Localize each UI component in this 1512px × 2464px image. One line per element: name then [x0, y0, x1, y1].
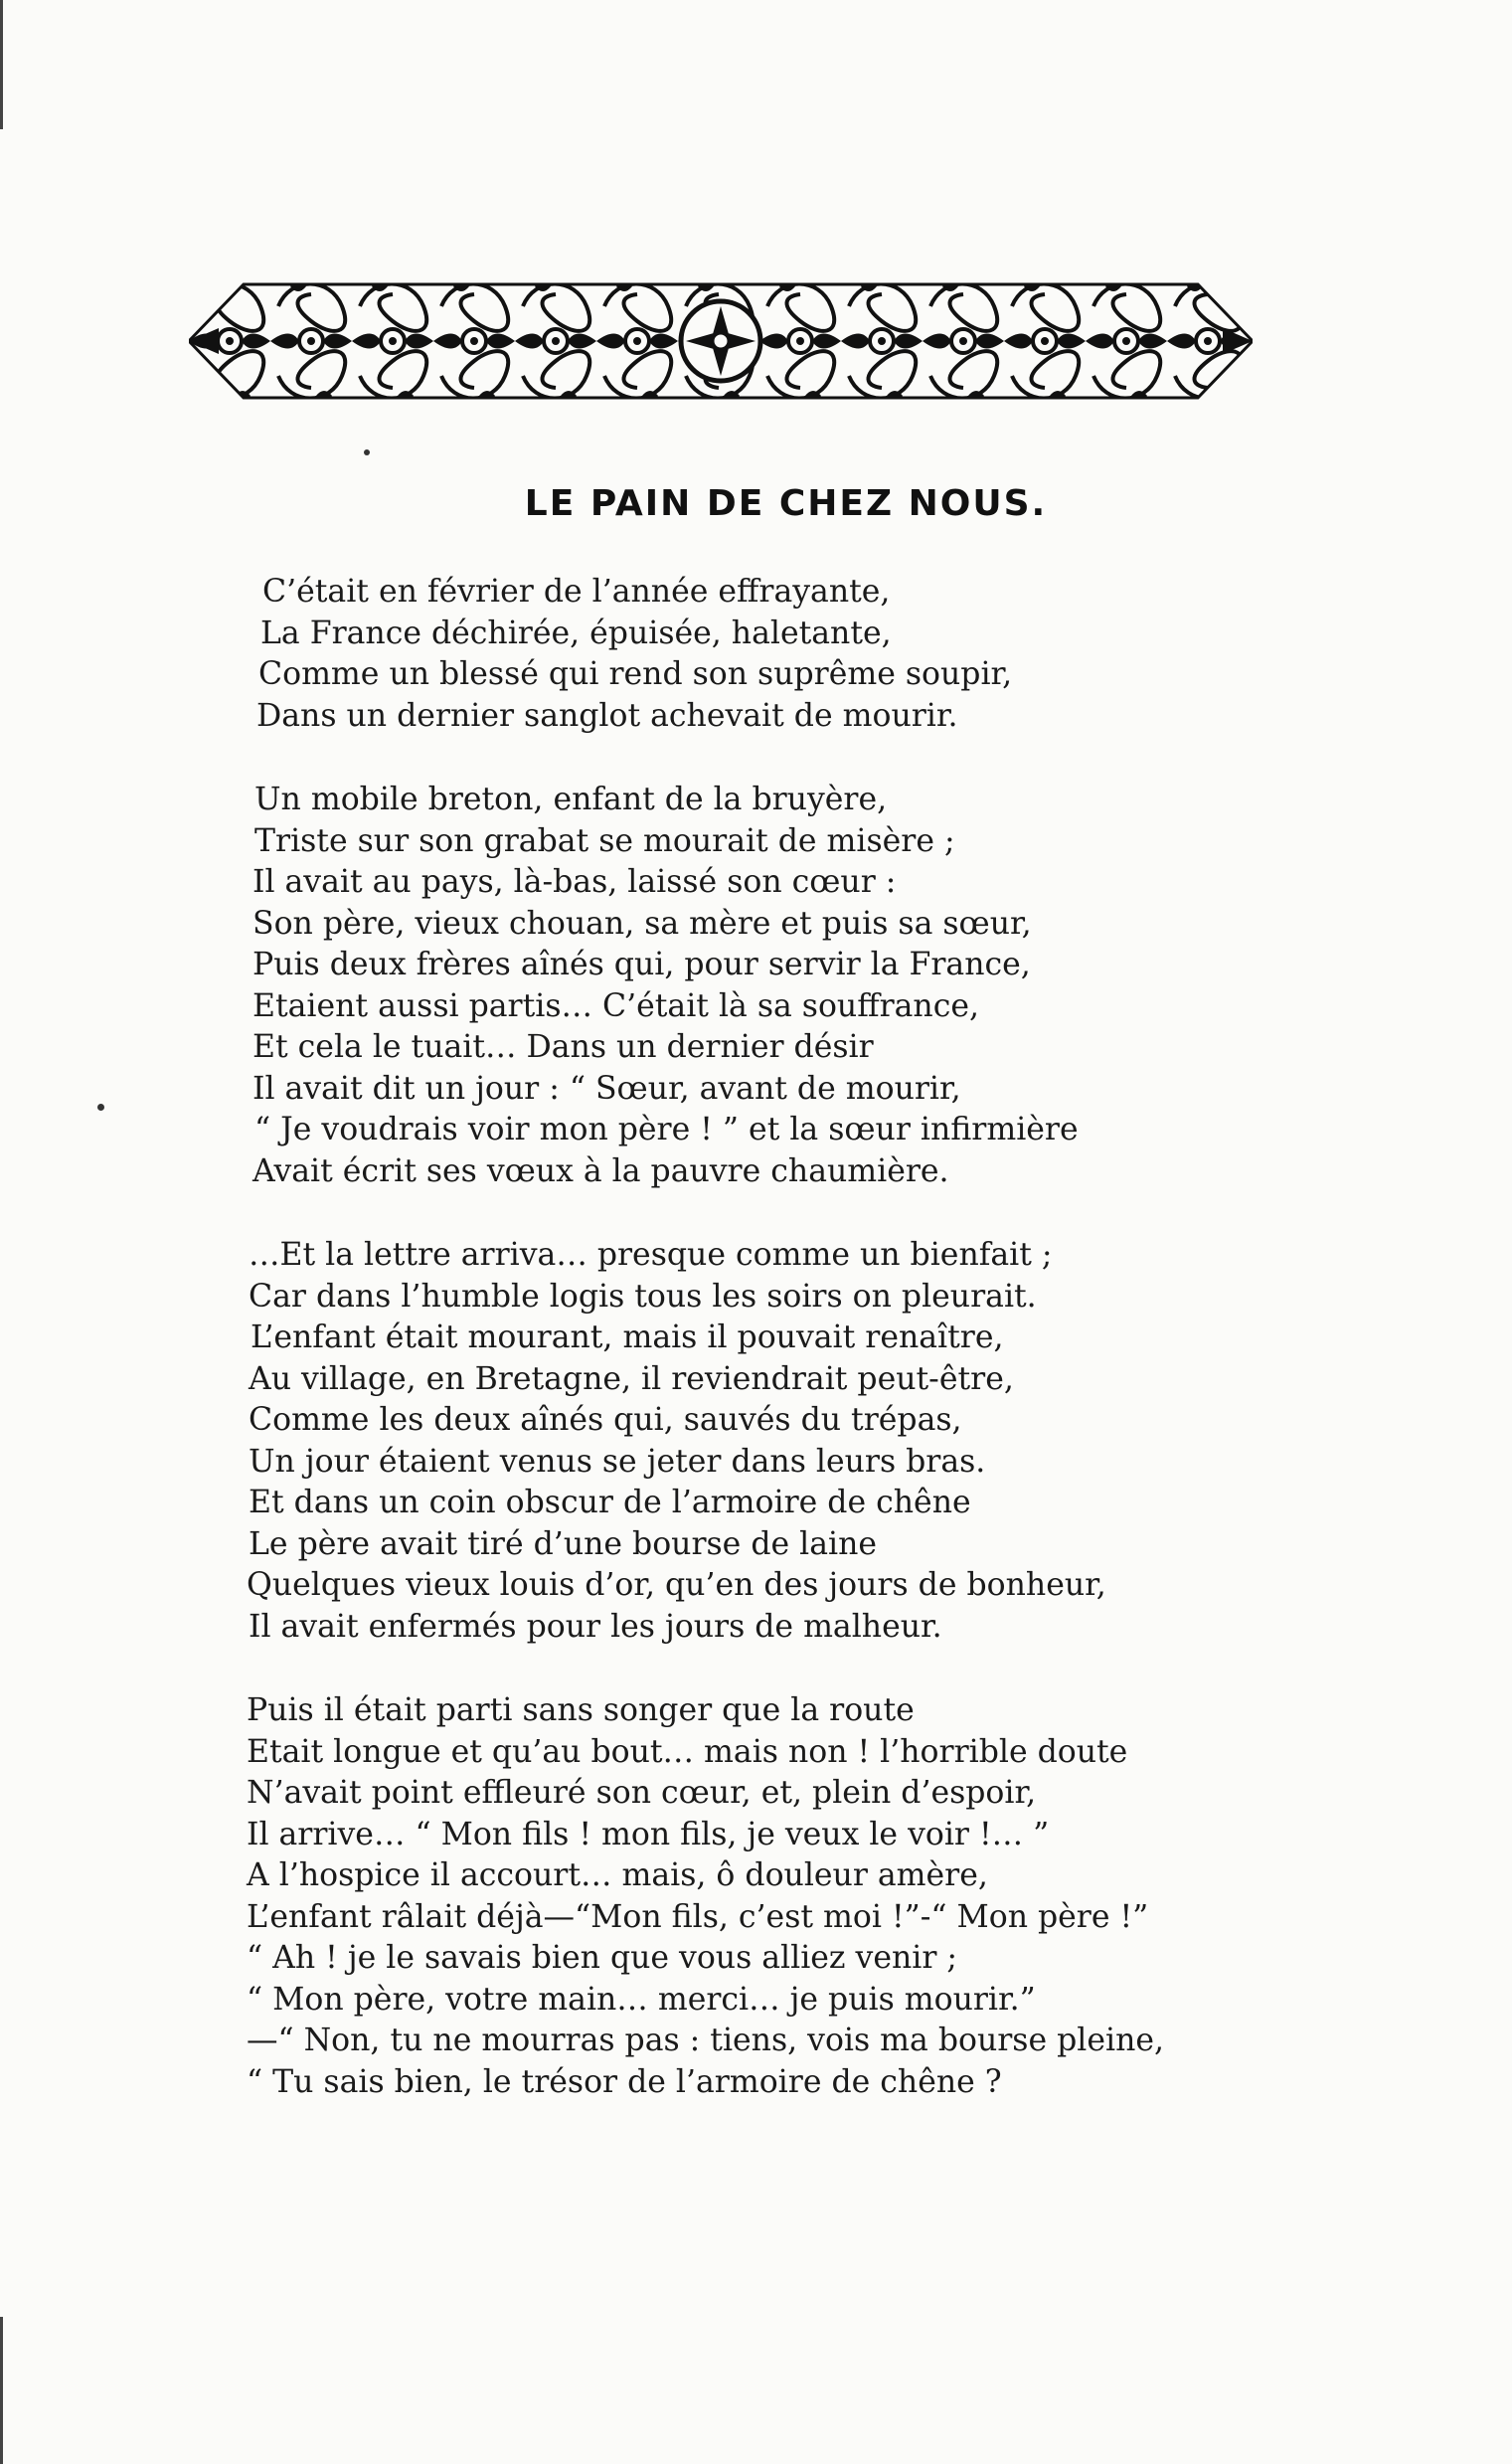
- verse-line: “ Ah ! je le savais bien que vous alliez venir ;: [247, 1940, 958, 1976]
- stanza: [247, 572, 1241, 737]
- verse-line: Triste sur son grabat se mourait de misère ;: [254, 822, 955, 859]
- verse-line: Et cela le tuait… Dans un dernier désir: [252, 1029, 874, 1065]
- verse-line: …Et la lettre arriva… presque comme un bienfait ;: [249, 1237, 1053, 1273]
- verse-line: Il arrive… “ Mon fils ! mon fils, je veux le voir !… ”: [247, 1816, 1050, 1852]
- page-edge-shadow: [0, 2317, 3, 2464]
- stanza: [247, 780, 1241, 1192]
- verse-line: “ Mon père, votre main… merci… je puis mourir.”: [247, 1981, 1036, 2018]
- verse-line: Avait écrit ses vœux à la pauvre chaumière.: [252, 1152, 949, 1189]
- poem-title: LE PAIN DE CHEZ NOUS.: [524, 483, 1048, 524]
- verse-line: A l’hospice il accourt… mais, ô douleur amère,: [247, 1857, 988, 1893]
- verse-line: —“ Non, tu ne mourras pas : tiens, vois ma bourse pleine,: [247, 2023, 1165, 2058]
- poem-body: [247, 572, 1241, 2146]
- verse-line: Il avait dit un jour : “ Sœur, avant de mourir,: [252, 1070, 961, 1107]
- verse-line: Etait longue et qu’au bout… mais non ! l’horrible doute: [247, 1733, 1128, 1770]
- verse-line: Au village, en Bretagne, il reviendrait peut-être,: [249, 1360, 1014, 1397]
- verse-line: La France déchirée, épuisée, haletante,: [260, 615, 892, 651]
- verse-line: L’enfant était mourant, mais il pouvait renaître,: [251, 1320, 1004, 1355]
- verse-line: Comme un blessé qui rend son suprême soupir,: [258, 656, 1013, 692]
- page-edge-shadow: [0, 0, 3, 129]
- verse-line: Un mobile breton, enfant de la bruyère,: [254, 782, 888, 817]
- verse-line: L’enfant râlait déjà—“Mon fils, c’est moi !”-“ Mon père !”: [247, 1898, 1149, 1935]
- verse-line: C’était en février de l’année effrayante,: [262, 574, 891, 610]
- verse-line: N’avait point effleuré son cœur, et, plein d’espoir,: [247, 1775, 1037, 1811]
- verse-line: Il avait au pays, là-bas, laissé son cœur :: [252, 864, 897, 900]
- verse-line: “ Tu sais bien, le trésor de l’armoire de chêne ?: [247, 2063, 1002, 2100]
- verse-line: Un jour étaient venus se jeter dans leurs bras.: [249, 1443, 986, 1480]
- verse-line: Comme les deux aînés qui, sauvés du trépas,: [249, 1402, 962, 1438]
- verse-line: Et dans un coin obscur de l’armoire de chêne: [249, 1485, 971, 1520]
- ink-speck: [364, 449, 370, 455]
- verse-line: Car dans l’humble logis tous les soirs on pleurait.: [249, 1278, 1037, 1315]
- ink-speck: [97, 1104, 104, 1111]
- verse-line: Quelques vieux louis d’or, qu’en des jours de bonheur,: [247, 1567, 1106, 1603]
- verse-line: Le père avait tiré d’une bourse de laine: [249, 1525, 878, 1562]
- verse-line: Etaient aussi partis… C’était là sa souffrance,: [252, 987, 979, 1024]
- verse-line: Puis il était parti sans songer que la route: [247, 1692, 915, 1728]
- verse-line: Son père, vieux chouan, sa mère et puis sa sœur,: [252, 905, 1032, 942]
- verse-line: Puis deux frères aînés qui, pour servir la France,: [252, 947, 1031, 982]
- verse-line: Il avait enfermés pour les jours de malheur.: [249, 1608, 942, 1645]
- verse-line: “ Je voudrais voir mon père ! ” et la sœur infirmière: [254, 1112, 1079, 1147]
- verse-line: Dans un dernier sanglot achevait de mourir.: [256, 697, 958, 734]
- ornamental-headpiece: [189, 266, 1253, 416]
- stanza: [247, 1235, 1241, 1648]
- stanza: [247, 1690, 1241, 2103]
